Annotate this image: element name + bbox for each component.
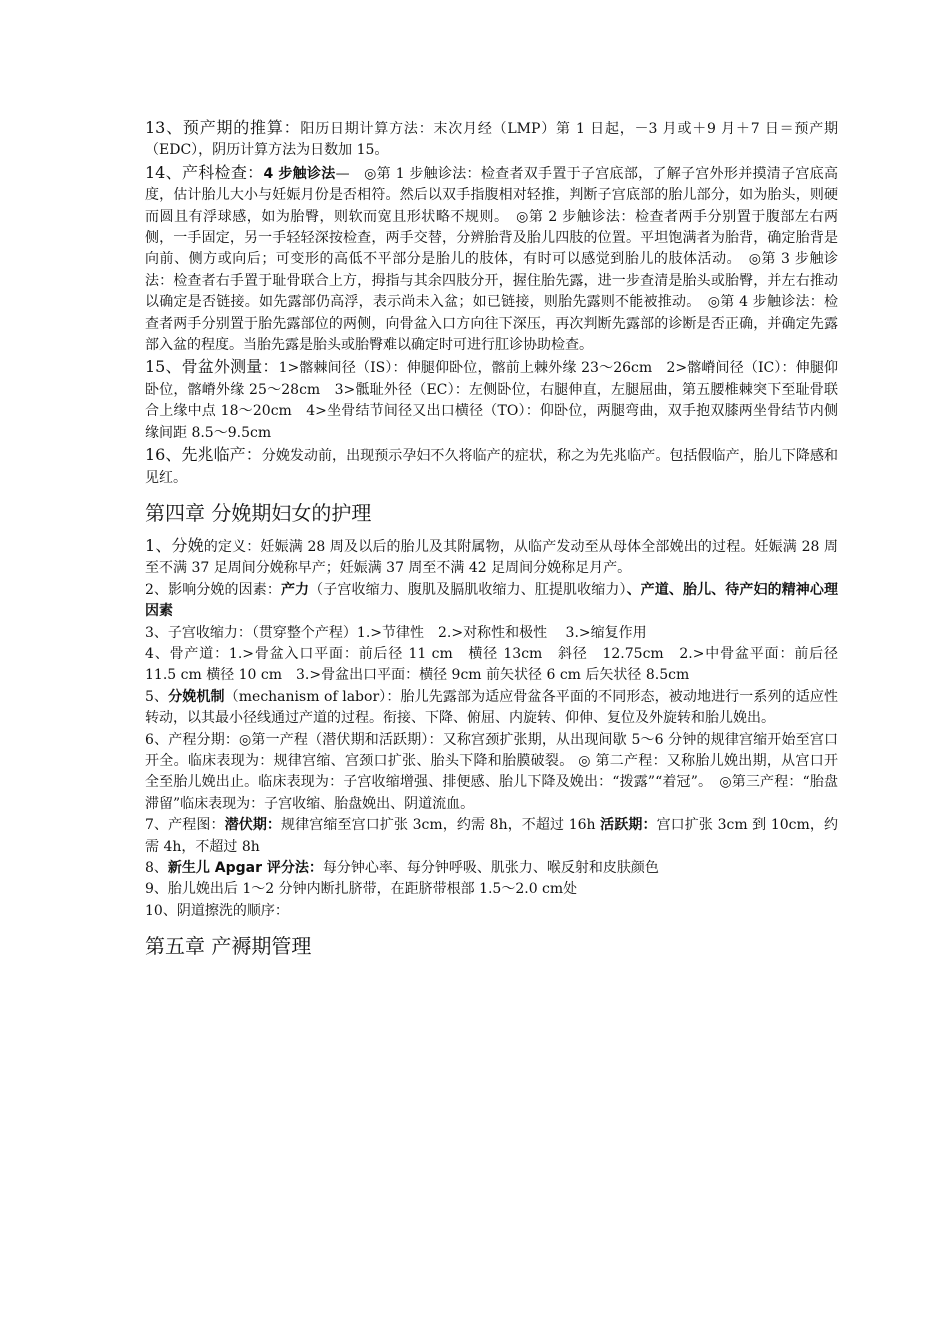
chapter-4-heading: 第四章 分娩期妇女的护理 (145, 500, 372, 525)
ch4-item-4: 4、骨产道：1.>骨盆入口平面：前后径 11 cm 横径 13cm 斜径 12.75cm 2.>中骨盆平面：前后径 11.5 cm 横径 10 cm 3.>骨盆出口平面：横径 9cm 前矢状径 6 cm 后矢状径 8.5cm (145, 645, 838, 684)
ch4-item-9: 9、胎儿娩出后 1～2 分钟内断扎脐带，在距脐带根部 1.5～2.0 cm处 (145, 881, 578, 898)
ch4-item-1: 1、分娩的定义：妊娠满 28 周及以后的胎儿及其附属物，从临产发动至从母体全部娩出的过程。妊娠满 28 周至不满 37 足周间分娩称早产；妊娠满 37 周至不满 42 足周间分娩称足月产。 (145, 535, 838, 577)
ch4-item-7: 7、产程图：潜伏期：规律宫缩至宫口扩张 3cm，约需 8h，不超过 16h 活跃期：宫口扩张 3cm 到 10cm，约需 4h，不超过 8h (145, 817, 838, 855)
ch4-item-8: 8、新生儿 Apgar 评分法：每分钟心率、每分钟呼吸、肌张力、喉反射和皮肤颜色 (145, 860, 659, 876)
ch4-item-5: 5、分娩机制（mechanism of labor）：胎儿先露部为适应骨盆各平面的不同形态，被动地进行一系列的适应性转动，以其最小径线通过产道的过程。衔接、下降、俯屈、内旋转、仰伸、复位及外旋转和胎儿娩出。 (145, 688, 839, 727)
item-16: 16、先兆临产：分娩发动前，出现预示孕妇不久将临产的症状，称之为先兆临产。包括假临产，胎儿下降感和见红。 (145, 445, 838, 486)
ch4-item-6: 6、产程分期：◎第一产程（潜伏期和活跃期）：又称宫颈扩张期，从出现间歇 5～6 分钟的规律宫缩开始至宫口开全。临床表现为：规律宫缩、宫颈口扩张、胎头下降和胎膜破裂。 ◎ 第二产程：又称胎儿娩出期，从宫口开全至胎儿娩出止。临床表现为：子宫收缩增强、排便感、胎儿下降及娩出：“拨露”“着冠”。 ◎第三产程：“胎盘滞留”临床表现为：子宫收缩、胎盘娩出、阴道流血。 (145, 731, 838, 812)
ch4-item-2: 2、影响分娩的因素：产力（子宫收缩力、腹肌及膈肌收缩力、肛提肌收缩力）、产道、胎儿、待产妇的精神心理因素 (145, 581, 839, 620)
item-14: 14、产科检查：4 步触诊法— ◎第 1 步触诊法：检查者双手置于子宫底部，了解子宫外形并摸清子宫底高度，估计胎儿大小与妊娠月份是否相符。然后以双手指腹相对轻推，判断子宫底部的胎儿部分，如为胎头，则硬而圆且有浮球感，如为胎臀，则软而宽且形状略不规则。 ◎第 2 步触诊法：检查者两手分别置于腹部左右两侧，一手固定，另一手轻轻深按检查，两手交替，分辨胎背及胎儿四肢的位置。平坦饱满者为胎背，确定胎背是向前、侧方或向后；可变形的高低不平部分是胎儿的肢体，有时可以感觉到胎儿的肢体活动。 ◎第 3 步触诊法：检查者右手置于耻骨联合上方，拇指与其余四肢分开，握住胎先露，进一步查清是胎头或胎臀，并左右推动以确定是否链接。如先露部仍高浮，表示尚未入盆；如已链接，则胎先露则不能被推动。 ◎第 4 步触诊法：检查者两手分别置于胎先露部位的两侧，向骨盆入口方向往下深压，再次判断先露部的诊断是否正确，并确定先露部入盆的程度。当胎先露是胎头或胎臀难以确定时可进行肛诊协助检查。 (145, 162, 838, 354)
chapter-5-heading: 第五章 产褥期管理 (145, 934, 312, 959)
ch4-item-3: 3、子宫收缩力：（贯穿整个产程）1.>节律性 2.>对称性和极性 3.>缩复作用 (145, 624, 647, 641)
item-13: 13、预产期的推算：阳历日期计算方法：末次月经（LMP）第 1 日起，－3 月或＋9 月＋7 日＝预产期（EDC），阴历计算方法为日数加 15。 (145, 118, 838, 159)
ch4-item-10: 10、阴道擦洗的顺序： (145, 902, 289, 919)
item-15: 15、骨盆外测量：1>髂棘间径（IS）：伸腿仰卧位，髂前上棘外缘 23～26cm 2>髂嵴间径（IC）：伸腿仰卧位，髂嵴外缘 25～28cm 3>骶耻外径（EC）：左侧卧位，右腿伸直，左腿屈曲，第五腰椎棘突下至耻骨联合上缘中点 18～20cm 4>坐骨结节间径又出口横径（TO）：仰卧位，两腿弯曲，双手抱双膝两坐骨结节内侧缘间距 8.5～9.5cm (145, 357, 838, 441)
